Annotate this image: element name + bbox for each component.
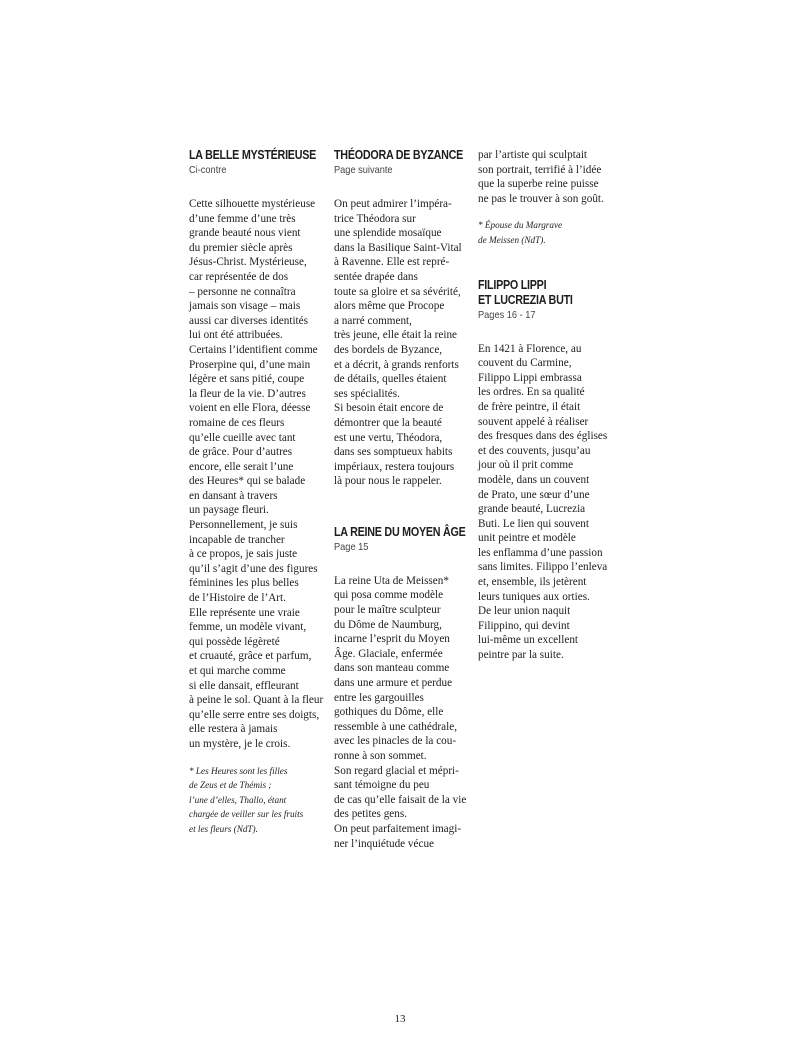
text-line: de frère peintre, il était xyxy=(478,400,581,413)
text-line: de Meissen (NdT). xyxy=(478,234,546,245)
text-line: et des couvents, jusqu’au xyxy=(478,444,591,457)
text-line: dans une armure et perdue xyxy=(334,677,453,690)
text-line: de grâce. Pour d’autres xyxy=(189,446,293,459)
text-line: trice Théodora sur xyxy=(334,212,416,225)
text-line: jour où il prit comme xyxy=(478,459,574,472)
text-line: a narré comment, xyxy=(334,314,412,327)
section-body xyxy=(478,342,606,663)
section-title: THÉODORA DE BYZANCE xyxy=(334,148,464,162)
text-line: d’une femme d’une très xyxy=(189,212,296,225)
text-line: De leur union naquit xyxy=(478,605,571,618)
text-line: là pour nous le rappeler. xyxy=(334,475,442,488)
footnote xyxy=(189,764,317,837)
text-line: qu’elle cueille avec tant xyxy=(189,431,296,444)
text-line: alors même que Procope xyxy=(334,300,445,313)
text-line: pour le maître sculpteur xyxy=(334,604,441,617)
text-line: Si besoin était encore de xyxy=(334,402,444,415)
text-line: dans la Basilique Saint-Vital xyxy=(334,241,462,254)
text-line: gothiques du Dôme, elle xyxy=(334,706,444,719)
text-line: du Dôme de Naumburg, xyxy=(334,618,442,631)
text-line: de cas qu’elle faisait de la vie xyxy=(334,793,467,806)
text-line: La reine Uta de Meissen* xyxy=(334,574,449,587)
text-line: souvent appelé à réaliser xyxy=(478,415,589,428)
text-line: – personne ne connaîtra xyxy=(189,285,296,298)
text-line: grande beauté, Lucrezia xyxy=(478,503,586,516)
text-line: romaine de ces fleurs xyxy=(189,416,285,429)
section-la-reine-du-moyen-age xyxy=(334,524,467,851)
text-line: peintre par la suite. xyxy=(478,649,564,662)
column-2 xyxy=(334,148,467,851)
text-line: à ce propos, je sais juste xyxy=(189,548,298,561)
text-line: par l’artiste qui sculptait xyxy=(478,149,588,161)
text-line: légère et sans pitié, coupe xyxy=(189,373,305,386)
text-line: est une vertu, Théodora, xyxy=(334,431,443,444)
text-line: de détails, quelles étaient xyxy=(334,373,447,386)
text-line: couvent du Carmine, xyxy=(478,357,572,370)
text-line: des petites gens. xyxy=(334,808,408,821)
text-line: Cette silhouette mystérieuse xyxy=(189,198,316,210)
text-line: de l’Histoire de l’Art. xyxy=(189,592,286,605)
text-line: la fleur de la vie. D’autres xyxy=(189,387,306,400)
section-title: LA REINE DU MOYEN ÂGE xyxy=(334,524,466,539)
text-line: Personnellement, je suis xyxy=(189,519,298,532)
text-line: démontrer que la beauté xyxy=(334,416,442,429)
column-3 xyxy=(478,148,606,663)
text-line: sant témoigne du peu xyxy=(334,779,430,792)
section-title-line: ET LUCREZIA BUTI xyxy=(478,292,573,307)
section-la-belle-mysterieuse xyxy=(189,148,324,837)
text-line: des Heures* qui se balade xyxy=(189,475,306,488)
section-subtitle: Ci-contre xyxy=(189,164,227,176)
text-line: et cruauté, grâce et parfum, xyxy=(189,650,312,663)
text-line: ronne à son sommet. xyxy=(334,750,427,762)
text-line: incarne l’esprit du Moyen xyxy=(334,633,450,646)
text-line: lui-même un excellent xyxy=(478,634,579,647)
footnote xyxy=(478,218,606,247)
text-line: un paysage fleuri. xyxy=(189,504,269,517)
text-line: et les fleurs (NdT). xyxy=(189,823,258,834)
text-line: ner l’inquiétude vécue xyxy=(334,837,435,850)
text-line: et qui marche comme xyxy=(189,665,286,677)
section-filippo-lippi xyxy=(478,278,606,663)
text-line: Certains l’identifient comme xyxy=(189,343,318,356)
text-line: si elle dansait, effleurant xyxy=(189,679,299,692)
text-line: qu’il s’agit d’une des figures xyxy=(189,562,318,575)
column-1 xyxy=(189,148,324,837)
text-line: dans son manteau comme xyxy=(334,662,450,675)
text-line: * Les Heures sont les filles xyxy=(189,765,288,776)
section-body xyxy=(189,197,324,752)
text-line: l’une d’elles, Thallo, étant xyxy=(189,794,287,805)
text-line: Filippino, qui devint xyxy=(478,619,570,632)
page-number: 13 xyxy=(394,1013,406,1025)
text-line: * Épouse du Margrave xyxy=(478,220,563,231)
text-line: et, ensemble, ils jetèrent xyxy=(478,576,587,589)
section-subtitle: Page suivante xyxy=(334,164,393,176)
text-line: de Zeus et de Thémis ; xyxy=(189,780,272,791)
text-line: Filippo Lippi embrassa xyxy=(478,371,582,384)
text-line: Âge. Glaciale, enfermée xyxy=(334,647,443,660)
text-line: de Prato, une sœur d’une xyxy=(478,488,590,501)
text-line: du premier siècle après xyxy=(189,241,293,254)
section-title: LA BELLE MYSTÉRIEUSE xyxy=(189,148,317,162)
text-line: sans limites. Filippo l’enleva xyxy=(478,561,608,574)
text-line: qui posa comme modèle xyxy=(334,589,444,602)
text-line: incapable de trancher xyxy=(189,533,285,546)
text-line: les enflamma d’une passion xyxy=(478,546,603,559)
text-line: femme, un modèle vivant, xyxy=(189,621,307,634)
text-line: En 1421 à Florence, au xyxy=(478,342,582,355)
text-line: leurs tuniques aux orties. xyxy=(478,590,590,603)
text-line: et a décrit, à grands renforts xyxy=(334,358,459,371)
text-line: elle restera à jamais xyxy=(189,723,278,736)
text-line: toute sa gloire et sa sévérité, xyxy=(334,285,461,298)
text-line: On peut admirer l’impéra- xyxy=(334,198,452,210)
text-line: grande beauté nous vient xyxy=(189,227,301,240)
section-title-line: FILIPPO LIPPI xyxy=(478,277,547,292)
text-line: un mystère, je le crois. xyxy=(189,737,291,750)
text-line: avec les pinacles de la cou- xyxy=(334,735,457,748)
text-line: On peut parfaitement imagi- xyxy=(334,822,462,835)
text-line: car représentée de dos xyxy=(189,270,289,283)
text-line: Son regard glacial et mépri- xyxy=(334,764,459,777)
text-line: ressemble à une cathédrale, xyxy=(334,720,457,733)
text-line: en dansant à travers xyxy=(189,489,278,502)
text-line: modèle, dans un couvent xyxy=(478,473,590,486)
text-line: dans ses somptueux habits xyxy=(334,446,453,459)
text-line: très jeune, elle était la reine xyxy=(334,329,457,342)
text-line: son portrait, terrifié à l’idée xyxy=(478,163,602,176)
text-line: à peine le sol. Quant à la fleur xyxy=(189,694,324,707)
text-line: Buti. Le lien qui souvent xyxy=(478,517,589,530)
text-line: lui ont été attribuées. xyxy=(189,329,283,342)
text-line: encore, elle serait l’une xyxy=(189,460,294,473)
text-line: ne pas le trouver à son goût. xyxy=(478,192,604,205)
text-line: que la superbe reine puisse xyxy=(478,178,599,191)
text-line: qui possède légèreté xyxy=(189,635,280,648)
text-line: voient en elle Flora, déesse xyxy=(189,402,311,415)
text-line: des bordels de Byzance, xyxy=(334,343,443,356)
text-line: impériaux, restera toujours xyxy=(334,460,455,473)
text-line: qu’elle serre entre ses doigts, xyxy=(189,708,320,721)
section-title xyxy=(478,278,588,308)
text-line: ses spécialités. xyxy=(334,387,400,400)
text-line: à Ravenne. Elle est repré- xyxy=(334,256,450,269)
text-line: une splendide mosaïque xyxy=(334,227,442,240)
text-line: des fresques dans des églises xyxy=(478,430,608,443)
text-line: féminines les plus belles xyxy=(189,577,299,590)
text-line: chargée de veiller sur les fruits xyxy=(189,809,304,820)
text-line: Elle représente une vraie xyxy=(189,606,300,619)
text-line: les ordres. En sa qualité xyxy=(478,386,585,399)
section-subtitle: Page 15 xyxy=(334,540,369,553)
text-line: sentée drapée dans xyxy=(334,270,418,283)
text-line: entre les gargouilles xyxy=(334,691,424,704)
continued-text xyxy=(478,148,606,206)
text-line: aussi car diverses identités xyxy=(189,314,308,327)
text-line: jamais son visage – mais xyxy=(189,300,301,313)
section-subtitle: Pages 16 - 17 xyxy=(478,308,536,321)
text-line: unit peintre et modèle xyxy=(478,532,576,545)
text-line: Proserpine qui, d’une main xyxy=(189,358,311,371)
section-body xyxy=(334,197,462,489)
section-theodora-de-byzance xyxy=(334,148,462,489)
text-line: Jésus-Christ. Mystérieuse, xyxy=(189,256,307,269)
section-body xyxy=(334,574,467,851)
